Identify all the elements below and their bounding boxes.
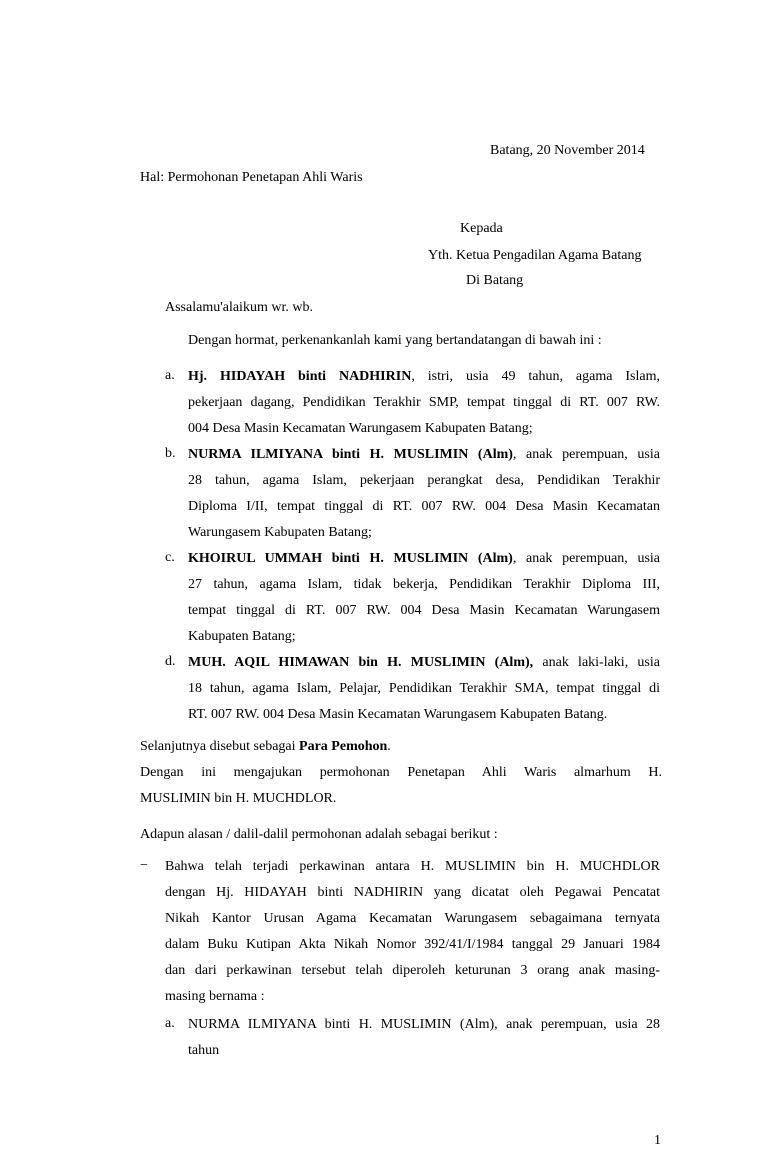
list-item-line: pekerjaan dagang, Pendidikan Terakhir SMP, tempat tinggal di RT. 007 RW.	[188, 395, 660, 410]
applicant-name: NURMA ILMIYANA binti H. MUSLIMIN (Alm)	[188, 447, 513, 462]
list-item-line: Warungasem Kabupaten Batang;	[188, 525, 372, 540]
reason-line: Nikah Kantor Urusan Agama Kecamatan Warungasem sebagaimana ternyata	[165, 911, 660, 926]
reason-line: Bahwa telah terjadi perkawinan antara H. MUSLIMIN bin H. MUCHDLOR	[165, 859, 660, 874]
applicant-name: MUH. AQIL HIMAWAN bin H. MUSLIMIN (Alm),	[188, 655, 534, 670]
paragraph-line: Dengan ini mengajukan permohonan Penetapan Ahli Waris almarhum H.	[140, 765, 662, 780]
greeting: Assalamu'alaikum wr. wb.	[165, 300, 313, 315]
list-item-line: NURMA ILMIYANA binti H. MUSLIMIN (Alm), anak perempuan, usia	[188, 447, 660, 462]
intro-sentence: Dengan hormat, perkenankanlah kami yang bertandatangan di bawah ini :	[188, 333, 602, 348]
recipient-line-1: Kepada	[460, 221, 503, 236]
list-item-line: KHOIRUL UMMAH binti H. MUSLIMIN (Alm), anak perempuan, usia	[188, 551, 660, 566]
recipient-line-2: Yth. Ketua Pengadilan Agama Batang	[428, 248, 642, 263]
page-number: 1	[654, 1133, 661, 1148]
list-marker: b.	[165, 446, 176, 461]
reason-line: dan dari perkawinan tersebut telah diperoleh keturunan 3 orang anak masing-	[165, 963, 660, 978]
list-item-line: RT. 007 RW. 004 Desa Masin Kecamatan Warungasem Kabupaten Batang.	[188, 707, 608, 722]
recipient-line-3: Di Batang	[466, 273, 524, 288]
list-item-line: Diploma I/II, tempat tinggal di RT. 007 RW. 004 Desa Masin Kecamatan	[188, 499, 660, 514]
child-line: NURMA ILMIYANA binti H. MUSLIMIN (Alm), anak perempuan, usia 28	[188, 1017, 660, 1032]
paragraph-line: MUSLIMIN bin H. MUCHDLOR.	[140, 791, 337, 806]
letter-subject: Hal: Permohonan Penetapan Ahli Waris	[140, 170, 363, 185]
applicant-name: KHOIRUL UMMAH binti H. MUSLIMIN (Alm)	[188, 551, 513, 566]
paragraph-line: Adapun alasan / dalil-dalil permohonan adalah sebagai berikut :	[140, 827, 498, 842]
list-item-line: 18 tahun, agama Islam, Pelajar, Pendidikan Terakhir SMA, tempat tinggal di	[188, 681, 660, 696]
list-item-line: Hj. HIDAYAH binti NADHIRIN, istri, usia 49 tahun, agama Islam,	[188, 369, 660, 384]
list-item-line: Kabupaten Batang;	[188, 629, 296, 644]
list-item-line: 004 Desa Masin Kecamatan Warungasem Kabupaten Batang;	[188, 421, 533, 436]
list-marker: d.	[165, 654, 176, 669]
letter-date: Batang, 20 November 2014	[490, 143, 645, 158]
list-marker: c.	[165, 550, 175, 565]
list-item-line: tempat tinggal di RT. 007 RW. 004 Desa Masin Kecamatan Warungasem	[188, 603, 660, 618]
applicant-name: Hj. HIDAYAH binti NADHIRIN	[188, 369, 412, 384]
list-marker: a.	[165, 368, 175, 383]
list-item-line: MUH. AQIL HIMAWAN bin H. MUSLIMIN (Alm), anak laki-laki, usia	[188, 655, 660, 670]
list-marker: a.	[165, 1016, 175, 1031]
list-item-line: 28 tahun, agama Islam, pekerjaan perangkat desa, Pendidikan Terakhir	[188, 473, 660, 488]
child-line: tahun	[188, 1043, 220, 1058]
reason-line: dalam Buku Kutipan Akta Nikah Nomor 392/41/I/1984 tanggal 29 Januari 1984	[165, 937, 660, 952]
reason-line: masing bernama :	[165, 989, 265, 1004]
list-item-line: 27 tahun, agama Islam, tidak bekerja, Pendidikan Terakhir Diploma III,	[188, 577, 660, 592]
dash-marker: −	[140, 858, 148, 873]
bold-term: Para Pemohon	[299, 739, 388, 754]
reason-line: dengan Hj. HIDAYAH binti NADHIRIN yang dicatat oleh Pegawai Pencatat	[165, 885, 660, 900]
paragraph-para-pemohon: Selanjutnya disebut sebagai Para Pemohon.	[140, 739, 391, 754]
